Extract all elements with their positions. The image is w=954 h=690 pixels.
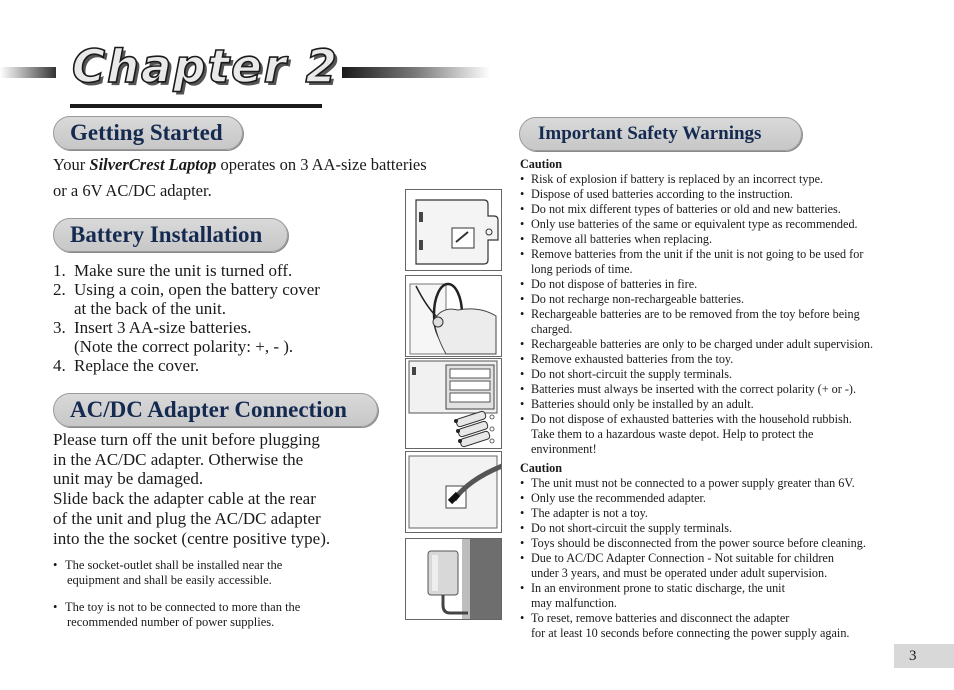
bullet-icon: • [520, 521, 525, 535]
getting-started-heading: Getting Started [53, 116, 243, 150]
bullet-icon: • [520, 337, 525, 351]
adapter-connection-heading: AC/DC Adapter Connection [53, 393, 378, 427]
battery-compartment-illustration [405, 358, 502, 449]
getting-started-line2: or a 6V AC/DC adapter. [53, 181, 212, 200]
brand-name: SilverCrest Laptop [89, 155, 217, 174]
caution-block-2 [520, 461, 866, 641]
getting-started-line1: Your SilverCrest Laptop operates on 3 AA-size batteries [53, 155, 427, 174]
adapter-paragraph-line: unit may be damaged. [53, 469, 204, 489]
chapter-underline [70, 104, 322, 108]
bullet-icon: • [520, 367, 525, 381]
chapter-title: Chapter 2 [72, 40, 339, 93]
warning-item: • To reset, remove batteries and disconnect the adapter [520, 611, 790, 625]
battery-step [53, 261, 320, 280]
bullet-icon: • [520, 611, 525, 625]
adapter-paragraph-line: in the AC/DC adapter. Otherwise the [53, 449, 304, 469]
warning-item-continuation: under 3 years, and must be operated under adult supervision. [531, 566, 828, 580]
bullet-icon: • [520, 277, 525, 291]
warning-item-continuation: long periods of time. [531, 262, 633, 276]
bullet-icon: • [520, 476, 525, 490]
adapter-plug-illustration [405, 451, 502, 533]
warning-item: • Do not short-circuit the supply terminals. [520, 367, 733, 381]
bullet-icon: • [520, 187, 525, 201]
warning-item: • Toys should be disconnected from the power source before cleaning. [520, 536, 866, 550]
chapter-decoration-right [342, 67, 490, 78]
step-number: 1. [53, 261, 66, 280]
bullet-icon: • [53, 558, 58, 572]
bullet-icon: • [520, 172, 525, 186]
bullet-icon: • [520, 506, 525, 520]
warning-item: • Due to AC/DC Adapter Connection - Not suitable for children [520, 551, 834, 565]
coin-opening-illustration [405, 275, 502, 357]
warning-item: • Only use the recommended adapter. [520, 491, 706, 505]
warning-item: • Batteries must always be inserted with the correct polarity (+ or -). [520, 382, 856, 396]
step-text: Make sure the unit is turned off. [74, 261, 293, 280]
warning-item-continuation: may malfunction. [531, 596, 617, 610]
battery-cover-illustration [405, 189, 502, 271]
bullet-icon: • [520, 202, 525, 216]
wall-adapter-illustration [405, 538, 502, 620]
warning-item: • Rechargeable batteries are to be removed from the toy before being [520, 307, 860, 321]
battery-installation-heading: Battery Installation [53, 218, 288, 252]
warning-item-continuation: charged. [531, 322, 573, 336]
battery-steps-list [53, 261, 320, 375]
adapter-paragraph-line: of the unit and plug the AC/DC adapter [53, 508, 321, 528]
step-number: 2. [53, 280, 66, 299]
caution-label: Caution [520, 157, 562, 171]
bullet-icon: • [520, 292, 525, 306]
step-number: 3. [53, 318, 66, 337]
warning-item: • Remove all batteries when replacing. [520, 232, 713, 246]
chapter-decoration-left [0, 67, 56, 78]
warning-item: • Do not short-circuit the supply terminals. [520, 521, 733, 535]
bullet-icon: • [520, 412, 525, 426]
caution-block-1 [520, 157, 873, 457]
step-number: 4. [53, 356, 66, 375]
adapter-paragraph-line: Please turn off the unit before plugging [53, 430, 320, 449]
warning-item-continuation: Take them to a hazardous waste depot. Help to protect the [531, 427, 814, 441]
bullet-icon: • [520, 382, 525, 396]
bullet-icon: • [520, 491, 525, 505]
bullet-icon: • [520, 352, 525, 366]
warning-item: • Batteries should only be installed by an adult. [520, 397, 754, 411]
warning-item: • Do not dispose of exhausted batteries with the household rubbish. [520, 412, 852, 426]
bullet-icon: • [520, 551, 525, 565]
bullet-icon: • [520, 247, 525, 261]
adapter-note: • The toy is not to be connected to more than the recommended number of power supplies. [53, 600, 301, 629]
safety-warnings-heading: Important Safety Warnings [519, 117, 802, 151]
adapter-note: • The socket-outlet shall be installed near the equipment and shall be easily accessible. [53, 558, 283, 587]
warning-item: • Only use batteries of the same or equivalent type as recommended. [520, 217, 858, 231]
warning-item: • Risk of explosion if battery is replaced by an incorrect type. [520, 172, 824, 186]
warning-item: • The adapter is not a toy. [520, 506, 648, 520]
warning-item-continuation: for at least 10 seconds before connecting the power supply again. [531, 626, 850, 640]
battery-step [53, 318, 320, 337]
step-continuation: at the back of the unit. [74, 299, 227, 318]
bullet-icon: • [520, 536, 525, 550]
bullet-icon: • [520, 217, 525, 231]
bullet-icon: • [53, 600, 58, 614]
warning-item: • Do not mix different types of batteries or old and new batteries. [520, 202, 841, 216]
step-text: Insert 3 AA-size batteries. [74, 318, 252, 337]
bullet-icon: • [520, 232, 525, 246]
battery-step [53, 356, 320, 375]
adapter-paragraph-line: Slide back the adapter cable at the rear [53, 489, 316, 509]
caution-label: Caution [520, 461, 562, 475]
adapter-paragraph [53, 430, 330, 548]
warning-item: • Remove exhausted batteries from the toy. [520, 352, 734, 366]
warning-item-continuation: environment! [531, 442, 597, 456]
bullet-icon: • [520, 307, 525, 321]
warning-item: • Do not dispose of batteries in fire. [520, 277, 698, 291]
battery-step [53, 280, 320, 299]
step-text: Using a coin, open the battery cover [74, 280, 320, 299]
warning-item: • In an environment prone to static discharge, the unit [520, 581, 785, 595]
warning-item: • Dispose of used batteries according to the instruction. [520, 187, 793, 201]
step-continuation: (Note the correct polarity: +, - ). [74, 337, 294, 356]
bullet-icon: • [520, 581, 525, 595]
bullet-icon: • [520, 397, 525, 411]
step-text: Replace the cover. [74, 356, 200, 375]
warning-item: • Do not recharge non-rechargeable batteries. [520, 292, 745, 306]
warning-item: • Remove batteries from the unit if the unit is not going to be used for [520, 247, 864, 261]
warning-item: • The unit must not be connected to a power supply greater than 6V. [520, 476, 855, 490]
page-number: 3 [894, 644, 954, 668]
warning-item: • Rechargeable batteries are only to be charged under adult supervision. [520, 337, 874, 351]
adapter-paragraph-line: into the the socket (centre positive type). [53, 528, 331, 548]
